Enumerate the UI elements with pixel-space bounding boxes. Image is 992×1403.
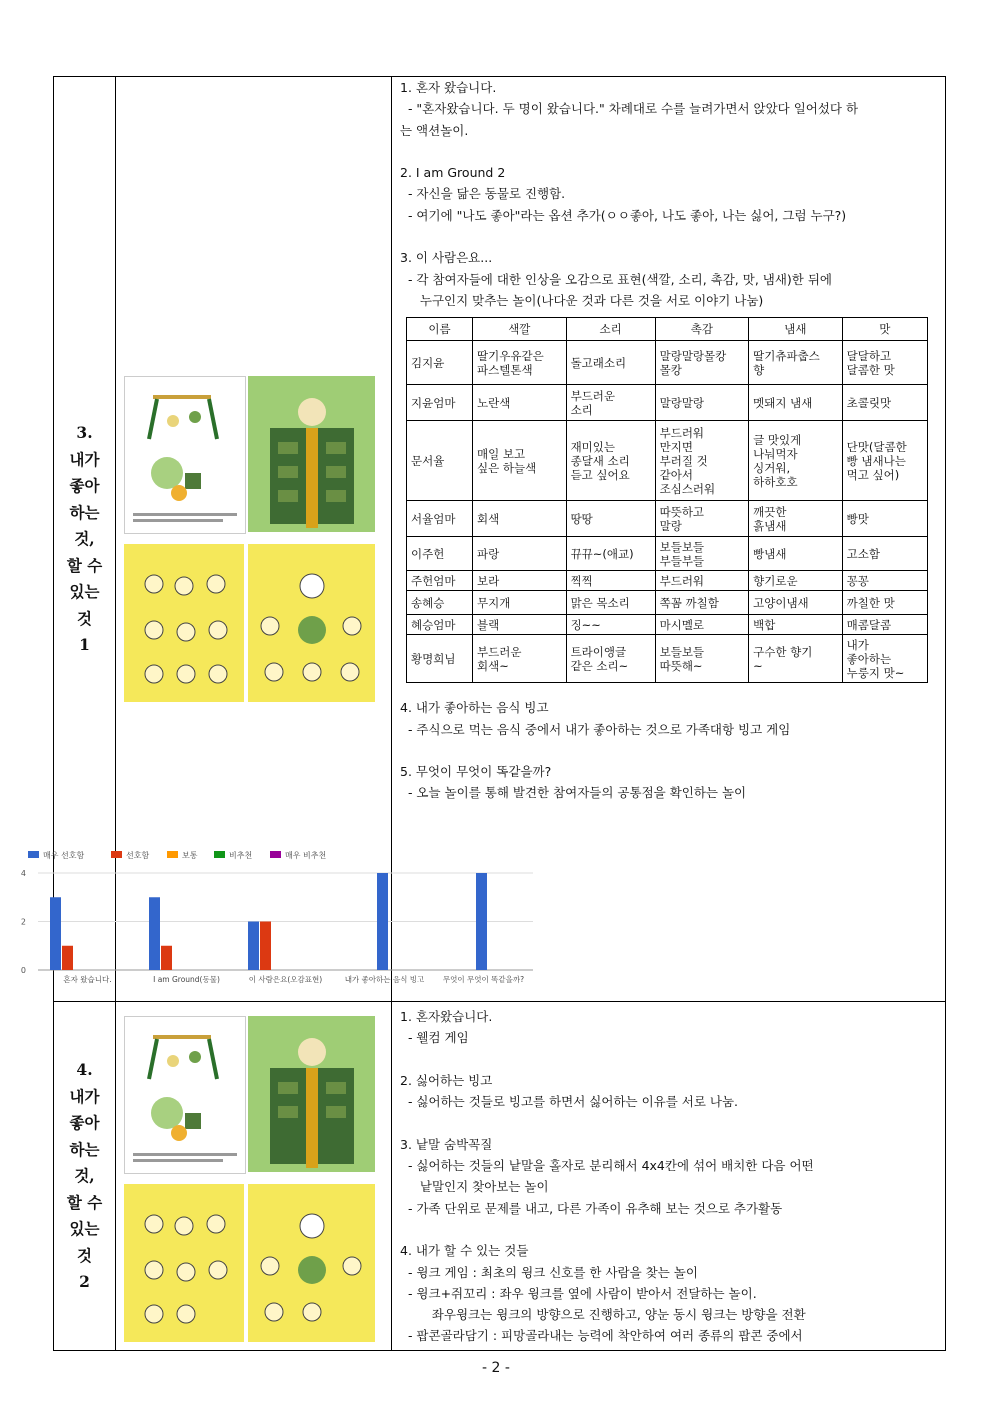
monk-cloak-illustration-icon [248, 376, 375, 532]
section-label-line: 하는 [69, 1139, 100, 1159]
book-illustration-monk-cloak-2 [248, 1016, 375, 1172]
legend-label: 매우 선호함 [43, 851, 85, 860]
description-line: - 각 참여자들에 대한 인상을 오감으로 표현(색깔, 소리, 촉감, 맛, 냄새)한 뒤에 [400, 271, 832, 287]
bar [248, 922, 259, 971]
section-label-line: 하는 [69, 502, 100, 522]
description-line: 2. 싫어하는 빙고 [400, 1072, 493, 1088]
description-line: 3. 이 사람은요... [400, 250, 493, 266]
description-cell [392, 1002, 945, 1350]
legend-label: 보통 [182, 851, 198, 860]
bar [161, 946, 172, 970]
participant-name: 송혜승 [407, 591, 473, 615]
impression-cell: 단맛(달콤한 빵 냄새나는 먹고 싶어) [842, 421, 927, 501]
impression-cell: 찍찍 [566, 571, 655, 591]
description-line: 1. 혼자 왔습니다. [400, 80, 497, 95]
description-line: 5. 무엇이 무엇이 똑같을까? [400, 764, 552, 780]
participant-name: 문서율 [407, 421, 473, 501]
description-line [400, 740, 937, 761]
section-label-cell [54, 1002, 116, 1350]
impression-cell: 부드러운 소리 [566, 385, 655, 421]
impression-cell: 백합 [749, 615, 843, 635]
description-line: - 싫어하는 것들로 빙고를 하면서 싫어하는 이유를 서로 나눔. [400, 1094, 739, 1110]
section-label-line: 것, [74, 1166, 95, 1185]
description-line: - "혼자왔습니다. 두 명이 왔습니다." 차례대로 수를 늘려가면서 앉았다 일어섰다 하 [400, 101, 859, 117]
impression-cell: 구수한 향기 ~ [749, 635, 843, 683]
table-row [407, 501, 928, 537]
legend-swatch [270, 851, 281, 858]
y-tick-label: 2 [20, 917, 26, 927]
impression-cell: 쪽꼼 까칠함 [655, 591, 749, 615]
impression-cell: 향기로운 [749, 571, 843, 591]
impression-cell: 빵맛 [842, 501, 927, 537]
impression-cell: 말랑말랑몰캉 몰캉 [655, 341, 749, 385]
impression-cell: 빵냄새 [749, 537, 843, 571]
monks-grid-illustration-icon [124, 1184, 244, 1342]
participant-name: 혜승엄마 [407, 615, 473, 635]
impression-cell: 트라이앵글 같은 소리~ [566, 635, 655, 683]
section-label-line: 것, [74, 529, 95, 548]
section-label-4 [54, 1057, 115, 1296]
impression-cell: 재미있는 종달새 소리 듣고 싶어요 [566, 421, 655, 501]
impression-cell: 파랑 [473, 537, 567, 571]
table-row [407, 537, 928, 571]
book-illustration-swing-2 [124, 1016, 246, 1174]
image-cell [116, 1002, 392, 1350]
section-label-line: 것 [77, 1245, 92, 1265]
impression-cell: 멧돼지 냄새 [749, 385, 843, 421]
activity-list-top [400, 77, 937, 311]
column-header: 이름 [407, 318, 473, 341]
swing-illustration-icon [125, 1017, 245, 1173]
section-label-line: 좋아 [69, 1113, 100, 1132]
section-label-3 [54, 420, 115, 659]
book-illustration-swing [124, 376, 246, 534]
table-row [407, 421, 928, 501]
bar [149, 897, 160, 970]
description-line: 4. 내가 할 수 있는 것들 [400, 1243, 529, 1259]
section-label-line: 할 수 [66, 555, 103, 575]
participant-name: 지윤엄마 [407, 385, 473, 421]
impression-cell: 매콤달콤 [842, 615, 927, 635]
column-header: 냄새 [749, 318, 843, 341]
table-row [407, 615, 928, 635]
impression-table [406, 317, 928, 683]
x-tick-label: I am Ground(동물) [153, 975, 220, 984]
monks-tree-illustration-icon [248, 544, 375, 702]
table-row [407, 635, 928, 683]
monk-cloak-illustration-icon [248, 1016, 375, 1172]
description-line [400, 226, 937, 247]
description-line: 누구인지 맞추는 놀이(나다운 것과 다른 것을 서로 이야기 나눔) [400, 292, 764, 308]
impression-cell: 보들보들 부들부들 [655, 537, 749, 571]
impression-cell: 땅땅 [566, 501, 655, 537]
monks-tree-illustration-icon [248, 1184, 375, 1342]
y-tick-label: 0 [20, 966, 26, 975]
section-label-line: 내가 [69, 449, 100, 469]
section-label-line: 좋아 [69, 476, 100, 495]
impression-cell: 무지개 [473, 591, 567, 615]
y-tick-label: 4 [20, 869, 26, 878]
impression-cell: 노란색 [473, 385, 567, 421]
legend-label: 매우 비추천 [285, 851, 327, 860]
impression-cell: 부드러워 만지면 부러질 것 같아서 조심스러워 [655, 421, 749, 501]
description-line: - 윙크+쥐꼬리 : 좌우 윙크를 옆에 사람이 받아서 전달하는 놀이. [400, 1285, 757, 1301]
impression-cell: 까칠한 맛 [842, 591, 927, 615]
section-label-line: 3. [76, 423, 93, 442]
column-header: 맛 [842, 318, 927, 341]
bar [377, 873, 388, 970]
table-row [407, 591, 928, 615]
impression-cell: 부드러워 [655, 571, 749, 591]
legend-swatch [28, 851, 39, 858]
legend-swatch [167, 851, 178, 858]
section-label-line: 있는 [69, 1219, 100, 1238]
impression-cell: 회색 [473, 501, 567, 537]
participant-name: 서율엄마 [407, 501, 473, 537]
bar [50, 897, 61, 970]
swing-illustration-icon [125, 377, 245, 533]
impression-cell: 징~~ [566, 615, 655, 635]
bar [62, 946, 73, 970]
x-tick-label: 이 사람은요(오감표현) [248, 975, 323, 984]
book-illustration-yellow-right [248, 544, 375, 702]
description-line: 낱말인지 찾아보는 놀이 [400, 1179, 549, 1195]
impression-cell: 블랙 [473, 615, 567, 635]
participant-name: 황명희님 [407, 635, 473, 683]
book-illustration-monk-cloak [248, 376, 375, 532]
activity-list-bottom [400, 689, 937, 803]
impression-cell: 매일 보고 싶은 하늘색 [473, 421, 567, 501]
impression-cell: 초콜릿맛 [842, 385, 927, 421]
impression-cell: 고양이냄새 [749, 591, 843, 615]
description-line: 는 액션놀이. [400, 122, 469, 138]
impression-cell: 꽁꽁 [842, 571, 927, 591]
book-illustration-yellow-right-2 [248, 1184, 375, 1342]
column-header: 소리 [566, 318, 655, 341]
section-label-line: 4. [76, 1060, 93, 1079]
impression-cell: 내가 좋아하는 누룽지 맛~ [842, 635, 927, 683]
section-label-line: 1 [79, 635, 90, 654]
table-row-4 [54, 1002, 945, 1351]
impression-cell: 딸기츄파춥스 향 [749, 341, 843, 385]
column-header: 촉감 [655, 318, 749, 341]
table-row [407, 385, 928, 421]
description-line: - 가족 단위로 문제를 내고, 다른 가족이 유추해 보는 것으로 추가활동 [400, 1200, 783, 1216]
impression-cell: 깨끗한 흙냄새 [749, 501, 843, 537]
description-line: - 싫어하는 것들의 낱말을 홀자로 분리해서 4x4칸에 섞어 배치한 다음 어떤 [400, 1158, 814, 1174]
section-label-line: 2 [79, 1272, 90, 1291]
impression-cell: 뀨뀨~(애교) [566, 537, 655, 571]
legend-label: 비추천 [229, 851, 253, 860]
description-line: - 웰컴 게임 [400, 1030, 469, 1046]
description-line: - 팝콘골라담기 : 피망골라내는 능력에 착안하여 여러 종류의 팝콘 중에서 [400, 1328, 803, 1344]
legend-swatch [111, 851, 122, 858]
impression-cell: 마시멜로 [655, 615, 749, 635]
description-line: - 오늘 놀이를 통해 발견한 참여자들의 공통점을 확인하는 놀이 [400, 785, 747, 801]
section-label-line: 내가 [69, 1086, 100, 1106]
description-line [400, 141, 937, 162]
x-tick-label: 내가 좋아하는 음식 빙고 [344, 975, 425, 984]
impression-cell: 돌고래소리 [566, 341, 655, 385]
activity-list [400, 1002, 937, 1347]
impression-cell: 보라 [473, 571, 567, 591]
description-line: - 윙크 게임 : 최초의 윙크 신호를 한 사람을 찾는 놀이 [400, 1264, 698, 1280]
impression-table-header [407, 318, 928, 341]
impression-cell: 부드러운 회색~ [473, 635, 567, 683]
legend-label: 선호함 [126, 851, 150, 860]
participant-name: 주헌엄마 [407, 571, 473, 591]
book-illustration-yellow-left-2 [124, 1184, 244, 1342]
description-line [400, 1049, 937, 1070]
table-row [407, 341, 928, 385]
description-line: 4. 내가 좋아하는 음식 빙고 [400, 700, 549, 716]
preference-bar-chart [8, 845, 538, 985]
description-line [400, 1219, 937, 1240]
legend-swatch [214, 851, 225, 858]
impression-cell: 고소함 [842, 537, 927, 571]
impression-cell: 달달하고 달콤한 맛 [842, 341, 927, 385]
bar [260, 922, 271, 971]
table-row [407, 571, 928, 591]
description-line: - 여기에 "나도 좋아"라는 옵션 추가(ㅇㅇ좋아, 나도 좋아, 나는 싫어, 그럼 누구?) [400, 207, 847, 223]
description-line: 좌우윙크는 윙크의 방향으로 진행하고, 양눈 동시 윙크는 방향을 전환 [400, 1307, 806, 1323]
section-label-line: 있는 [69, 582, 100, 601]
description-line: 3. 낱말 숨박꼭질 [400, 1136, 493, 1152]
impression-cell: 따뜻하고 말랑 [655, 501, 749, 537]
section-label-line: 할 수 [66, 1192, 103, 1212]
book-illustration-yellow-left [124, 544, 244, 702]
x-tick-label: 혼자 왔습니다. [63, 975, 112, 984]
section-label-line: 것 [77, 608, 92, 628]
participant-name: 김지윤 [407, 341, 473, 385]
impression-cell: 말랑말랑 [655, 385, 749, 421]
description-line [400, 1112, 937, 1133]
description-line: 1. 혼자왔습니다. [400, 1009, 493, 1024]
description-line: - 주식으로 먹는 음식 중에서 내가 좋아하는 것으로 가족대항 빙고 게임 [400, 721, 791, 737]
impression-cell: 보들보들 따뜻해~ [655, 635, 749, 683]
impression-cell: 딸기우유같은 파스텔톤색 [473, 341, 567, 385]
impression-cell: 글 맛있게 나눠먹자 싱거워, 하하호호 [749, 421, 843, 501]
column-header: 색깔 [473, 318, 567, 341]
participant-name: 이주헌 [407, 537, 473, 571]
page-number: - 2 - [482, 1360, 510, 1376]
monks-grid-illustration-icon [124, 544, 244, 702]
impression-cell: 맑은 목소리 [566, 591, 655, 615]
activity-table [53, 76, 946, 1351]
x-tick-label: 무엇이 무엇이 똑같을까? [442, 975, 525, 984]
bar [476, 873, 487, 970]
description-line: - 자신을 닮은 동물로 진행함. [400, 186, 566, 202]
description-line: 2. I am Ground 2 [400, 165, 506, 181]
